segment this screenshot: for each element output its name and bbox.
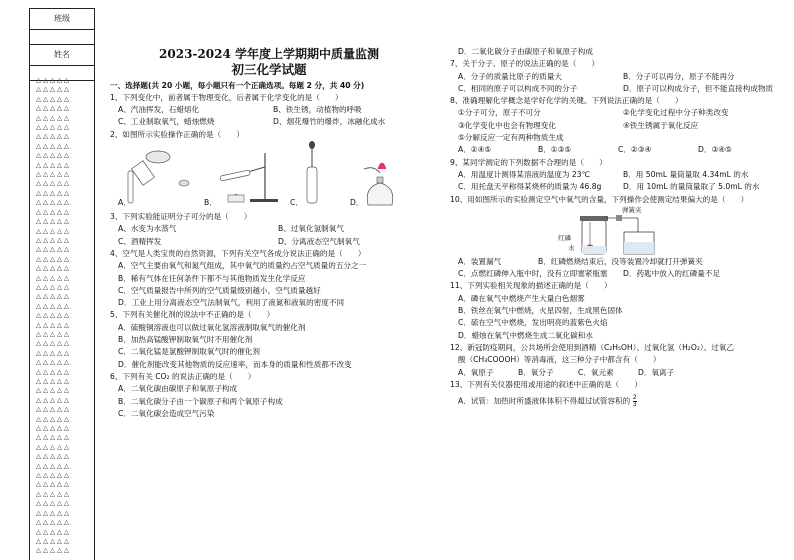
q11-option-d: D．蜡烛在氧气中燃烧生成二氧化碳和水: [458, 330, 593, 340]
q10-option-a: A．装置漏气: [458, 256, 502, 266]
q7-option-b: B．分子可以再分，原子不能再分: [623, 71, 735, 81]
q2-label-c: C．: [290, 198, 303, 208]
seal-line-triangles: △△△△△ △△△△△ △△△△△ △△△△△ △△△△△ △△△△△ △△△△△ △△△△△ △△△△△ △△△△△ △△△△△ △△△△△ △△△△△ △△△△△ △△△△△ △△△△△ △△△△△ △△△△△ △△△△△ △△△△△ △△△△△ △△△△△ △△△△△ △△△△△ △△△△△ △△△△△ △△△△△ △△△△△ △△△△△ △△△△△ △△△△△ △△△△△ △△△△△ △△△△△ △△△△△ △△△△△ △△△△△ △△△△△ △△△△△ △△△△△ △△△△△ △△△△△ △△△△△ △△△△△ △△△△△ △△△△△ △△△△△ △△△△△ △△△△△ △△△△△ △△△△△: [36, 76, 71, 555]
q12-option-b: B．氧分子: [518, 367, 554, 377]
q8-statement-4: ④铁生锈属于氧化反应: [623, 120, 699, 130]
q13-option-a: [450, 395, 788, 408]
spring-clip-label: 弹簧夹: [622, 205, 642, 214]
class-label: 班级: [30, 8, 94, 30]
fraction-numerator: 2: [632, 394, 637, 402]
question-10: 10、用如图所示的实验测定空气中氧气的含量，下列操作会使测定结果偏大的是（ ）: [450, 194, 749, 204]
question-5: 5、下列有关催化剂的说法中不正确的是（ ）: [110, 310, 275, 320]
water-label: 水: [568, 243, 575, 252]
question-12: 12、新冠防疫期间，公共场所会使用到酒精（C₂H₅OH）、过氧化氢（H₂O₂）、过氧乙: [450, 342, 735, 352]
binding-margin: [29, 8, 95, 560]
exam-subtitle: 初三化学试题: [231, 62, 307, 78]
q4-option-c: C．空气质量报告中所列的空气质量级别越小，空气质量越好: [118, 285, 321, 295]
dropper-figure: [302, 141, 322, 205]
q3-option-c: C、酒精挥发: [118, 236, 162, 246]
q12-option-c: C．氧元素: [578, 367, 614, 377]
q8-option-b: B．①③⑤: [538, 145, 572, 155]
class-field[interactable]: [30, 30, 94, 45]
section-heading: 一、选择题(共 20 小题，每小题只有一个正确选项。每题 2 分，共 40 分): [110, 80, 365, 90]
q6-option-c: C．二氧化碳会造成空气污染: [118, 408, 215, 418]
q8-statement-1: ①分子可分，原子不可分: [458, 108, 541, 118]
q1-option-d: D、烟花爆竹的爆炸，冰融化成水: [273, 117, 386, 127]
q5-option-d: D．催化剂能改变其他物质的反应速率，而本身的质量和性质都不改变: [118, 359, 352, 369]
q9-option-d: D．用 10mL 的量筒量取了 5.0mL 的水: [623, 182, 760, 192]
fraction-two-thirds: [633, 395, 637, 408]
question-1: 1、下列变化中，前者属于物理变化，后者属于化学变化的是（ ）: [110, 92, 343, 102]
q8-statement-2: ②化学变化过程中分子种类改变: [623, 108, 729, 118]
q5-option-b: B．加热高锰酸钾制取氧气时不用催化剂: [118, 335, 253, 345]
question-11: 11、下列实验相关现象的描述正确的是（ ）: [450, 281, 612, 291]
q1-option-a: A、汽油挥发，石蜡熔化: [118, 105, 200, 115]
question-7: 7、关于分子、原子的说法正确的是（ ）: [450, 59, 600, 69]
q5-option-a: A．硫酸铜溶液也可以做过氧化氢溶液制取氧气的催化剂: [118, 322, 306, 332]
pouring-liquid-figure: [122, 145, 172, 205]
q8-option-c: C．②③④: [618, 145, 652, 155]
q12-option-a: A．氧原子: [458, 367, 494, 377]
question-6: 6、下列有关 CO₂ 的说法正确的是（ ）: [110, 371, 256, 381]
q8-option-a: A．②④⑤: [458, 145, 492, 155]
heating-tube-figure: [210, 149, 280, 204]
q9-option-c: C．用托盘天平称得某烧杯的质量为 46.8g: [458, 182, 602, 192]
q4-option-d: D．工业上用分离液态空气法制氧气，利用了液氮和液氧的密度不同: [118, 298, 345, 308]
name-label: 姓名: [30, 45, 94, 66]
q2-label-d: D．: [350, 198, 364, 208]
q3-option-b: B、过氧化氢制氧气: [278, 224, 344, 234]
q11-option-b: B．铁丝在氧气中燃烧，火星四射，生成黑色固体: [458, 306, 623, 316]
q2-label-a: A．: [118, 198, 131, 208]
q3-option-a: A、水变为水蒸气: [118, 224, 177, 234]
question-2: 2、如图所示实验操作正确的是（ ）: [110, 129, 244, 139]
q7-option-d: D．原子可以构成分子，但不能直接构成物质: [623, 83, 774, 93]
q10-option-c: C．点燃红磷伸入瓶中时，没有立即塞紧瓶塞: [458, 269, 608, 279]
question-13: 13、下列有关仪器使用或用途的叙述中正确的是（ ）: [450, 379, 642, 389]
q6-option-b: B．二氧化碳分子由一个碳原子和两个氧原子构成: [118, 396, 283, 406]
q10-option-d: D．药匙中放入的红磷量不足: [623, 269, 720, 279]
right-column: [450, 46, 788, 408]
oxygen-apparatus-figure: [576, 206, 666, 256]
q2-label-b: B．: [204, 198, 217, 208]
question-3: 3、下列实验能证明分子可分的是（ ）: [110, 212, 252, 222]
q7-option-a: A．分子的质量比原子的质量大: [458, 71, 562, 81]
q8-statement-5: ⑤分解反应一定有两种物质生成: [458, 133, 564, 143]
alcohol-lamp-figure: [356, 155, 406, 207]
q11-option-c: C．硫在空气中燃烧，发出明亮的蓝紫色火焰: [458, 318, 608, 328]
q9-option-a: A．用温度计测得某溶液的温度为 23℃: [458, 169, 591, 179]
exam-title: 2023-2024 学年度上学期期中质量监测: [159, 47, 379, 61]
question-4: 4、空气是人类宝贵的自然资源，下列有关空气各成分说法正确的是（ ）: [110, 248, 366, 258]
q5-option-c: C．二氧化锰是氯酸钾制取氧气时的催化剂: [118, 347, 260, 357]
question-8: 8、准确理解化学概念是学好化学的关键。下列说法正确的是（ ）: [450, 96, 683, 106]
q7-option-c: C．相同的原子可以构成不同的分子: [458, 83, 578, 93]
q8-option-d: D．③④⑤: [698, 145, 732, 155]
q10-figure: [450, 206, 788, 256]
left-column: [110, 48, 428, 420]
q6-option-d: D．二氧化碳分子由碳原子和氧原子构成: [458, 47, 593, 56]
q12-option-d: D．氧离子: [638, 367, 675, 377]
q1-option-c: C、工业制取氧气，蜡烛燃烧: [118, 117, 215, 127]
question-9: 9、某同学测定的下列数据不合理的是（ ）: [450, 157, 607, 167]
red-phosphorus-label: 红磷: [558, 233, 571, 242]
q6-option-a: A．二氧化碳由碳原子和氧原子构成: [118, 384, 238, 394]
fraction-denominator: 3: [632, 401, 637, 409]
q1-option-b: B、铁生锈，动植物的呼吸: [273, 105, 362, 115]
q11-option-a: A．磷在氧气中燃烧产生大量白色烟雾: [458, 293, 585, 303]
q2-figures: [110, 141, 428, 211]
bottle-cap-figure: [176, 177, 192, 187]
q8-statement-3: ③化学变化中也会有物理变化: [458, 120, 556, 130]
q3-option-d: D、分离液态空气制氧气: [278, 236, 360, 246]
q10-option-b: B．红磷燃烧结束后，没等装置冷却就打开弹簧夹: [538, 256, 703, 266]
q4-option-b: B．稀有气体在任何条件下都不与其他物质发生化学反应: [118, 273, 306, 283]
q13-option-a-text: A．试管：加热时所盛液体体积不得超过试管容积的: [458, 396, 631, 406]
q9-option-b: B．用 50mL 量筒量取 4.34mL 的水: [623, 169, 749, 179]
q4-option-a: A．空气主要由氧气和氮气组成，其中氧气的质量约占空气质量的五分之一: [118, 261, 367, 271]
question-12-cont: 酸（CH₃COOOH）等消毒液，这三种分子中都含有（ ）: [458, 355, 661, 365]
